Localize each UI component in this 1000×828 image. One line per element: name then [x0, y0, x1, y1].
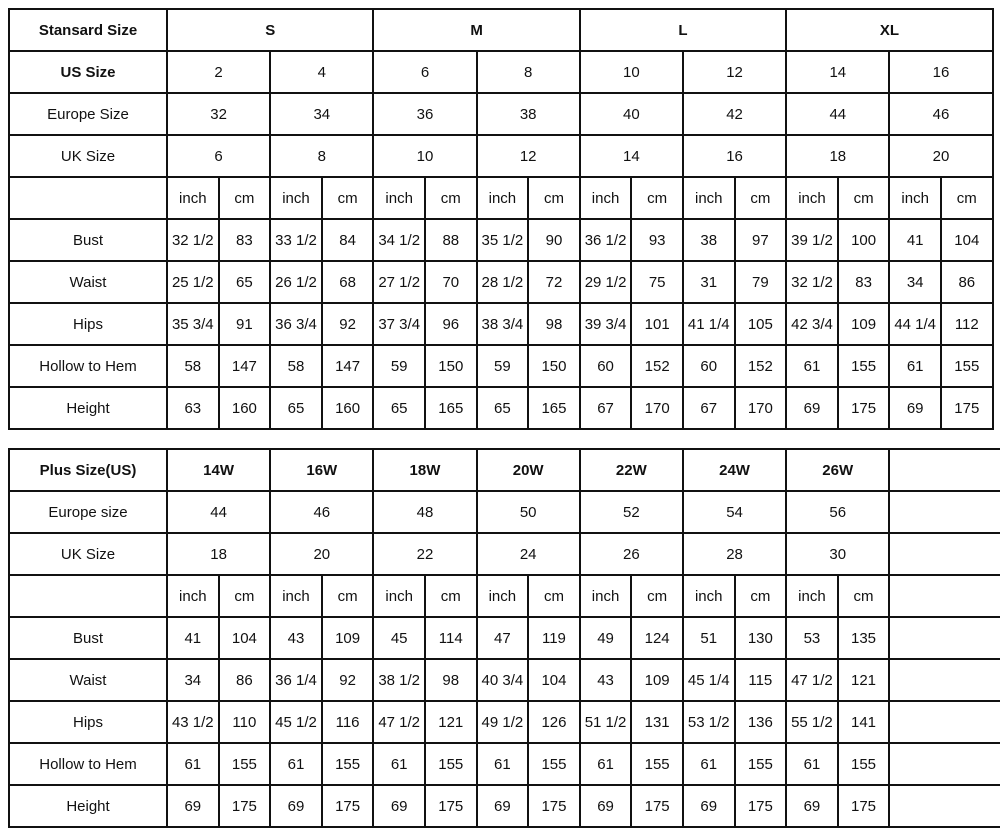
cell: 175	[838, 387, 890, 429]
cell: 152	[631, 345, 683, 387]
cell: 61	[683, 743, 735, 785]
cell: 37 3/4	[373, 303, 425, 345]
cell: 59	[373, 345, 425, 387]
cell: 131	[631, 701, 683, 743]
cell: 52	[580, 491, 683, 533]
cell: 160	[219, 387, 271, 429]
cell: 2	[167, 51, 270, 93]
cell: 90	[528, 219, 580, 261]
cell: 98	[528, 303, 580, 345]
table-row	[9, 491, 1000, 533]
row-label-height: Height	[9, 785, 167, 827]
unit-cell: cm	[219, 575, 271, 617]
cell: 69	[786, 387, 838, 429]
cell: 116	[322, 701, 374, 743]
cell: 141	[838, 701, 890, 743]
cell: 10	[580, 51, 683, 93]
cell: 110	[219, 701, 271, 743]
unit-cell: cm	[631, 177, 683, 219]
cell: 165	[528, 387, 580, 429]
row-label-bust: Bust	[9, 617, 167, 659]
cell: 40	[580, 93, 683, 135]
cell: 69	[373, 785, 425, 827]
cell: 109	[322, 617, 374, 659]
table-row	[9, 701, 1000, 743]
unit-cell: inch	[270, 177, 322, 219]
cell: 136	[735, 701, 787, 743]
cell: 65	[270, 387, 322, 429]
unit-cell: cm	[631, 575, 683, 617]
cell: 61	[889, 345, 941, 387]
table-row	[9, 785, 1000, 827]
cell: 39 3/4	[580, 303, 632, 345]
cell: 112	[941, 303, 993, 345]
cell: 150	[425, 345, 477, 387]
cell: 88	[425, 219, 477, 261]
unit-cell: cm	[735, 575, 787, 617]
cell: 42	[683, 93, 786, 135]
table-row-header	[9, 449, 1000, 491]
cell: 27 1/2	[373, 261, 425, 303]
cell: 44	[786, 93, 889, 135]
cell: 96	[425, 303, 477, 345]
cell: 100	[838, 219, 890, 261]
cell: 175	[838, 785, 890, 827]
cell: 104	[528, 659, 580, 701]
cell: 16	[889, 51, 992, 93]
cell: 60	[683, 345, 735, 387]
cell: 28	[683, 533, 786, 575]
unit-cell: cm	[941, 177, 993, 219]
row-label-uk-size: UK Size	[9, 135, 167, 177]
cell: 53 1/2	[683, 701, 735, 743]
cell: 109	[631, 659, 683, 701]
cell: 69	[683, 785, 735, 827]
cell: 49 1/2	[477, 701, 529, 743]
cell: 92	[322, 303, 374, 345]
cell: 38 1/2	[373, 659, 425, 701]
cell: 20	[270, 533, 373, 575]
cell: 67	[580, 387, 632, 429]
unit-cell: inch	[270, 575, 322, 617]
standard-corner-label: Stansard Size	[9, 9, 167, 51]
table-row	[9, 135, 993, 177]
cell: 170	[631, 387, 683, 429]
cell: 175	[528, 785, 580, 827]
cell: 130	[735, 617, 787, 659]
cell: 150	[528, 345, 580, 387]
size-group-m: M	[373, 9, 579, 51]
cell: 109	[838, 303, 890, 345]
unit-cell: inch	[373, 177, 425, 219]
cell: 14	[580, 135, 683, 177]
cell: 175	[735, 785, 787, 827]
row-label-europe-size: Europe Size	[9, 93, 167, 135]
cell: 34	[167, 659, 219, 701]
cell: 160	[322, 387, 374, 429]
unit-cell: cm	[735, 177, 787, 219]
unit-cell: inch	[580, 575, 632, 617]
unit-cell: cm	[528, 575, 580, 617]
cell: 61	[167, 743, 219, 785]
cell: 56	[786, 491, 889, 533]
cell: 36	[373, 93, 476, 135]
cell: 46	[889, 93, 992, 135]
cell: 86	[941, 261, 993, 303]
cell: 155	[735, 743, 787, 785]
cell: 6	[167, 135, 270, 177]
cell: 35 3/4	[167, 303, 219, 345]
cell: 75	[631, 261, 683, 303]
cell: 114	[425, 617, 477, 659]
unit-cell: inch	[786, 575, 838, 617]
cell: 67	[683, 387, 735, 429]
cell: 175	[322, 785, 374, 827]
row-label-us-size: US Size	[9, 51, 167, 93]
row-label-hips: Hips	[9, 303, 167, 345]
cell: 6	[373, 51, 476, 93]
cell: 63	[167, 387, 219, 429]
table-row	[9, 387, 993, 429]
unit-cell: cm	[322, 575, 374, 617]
cell: 26 1/2	[270, 261, 322, 303]
cell: 29 1/2	[580, 261, 632, 303]
row-label-bust: Bust	[9, 219, 167, 261]
cell: 165	[425, 387, 477, 429]
cell: 61	[477, 743, 529, 785]
table-separator	[8, 430, 992, 448]
cell: 58	[167, 345, 219, 387]
spacer-cell	[889, 449, 1000, 491]
cell: 34	[270, 93, 373, 135]
cell: 70	[425, 261, 477, 303]
cell: 16	[683, 135, 786, 177]
cell: 147	[322, 345, 374, 387]
table-row	[9, 261, 993, 303]
unit-cell: inch	[477, 177, 529, 219]
cell: 51 1/2	[580, 701, 632, 743]
row-label-waist: Waist	[9, 659, 167, 701]
cell: 34	[889, 261, 941, 303]
cell: 44	[167, 491, 270, 533]
cell: 152	[735, 345, 787, 387]
plus-size-group-22w: 22W	[580, 449, 683, 491]
standard-size-table	[8, 8, 994, 430]
cell: 69	[477, 785, 529, 827]
cell: 32 1/2	[786, 261, 838, 303]
unit-cell: cm	[219, 177, 271, 219]
cell: 30	[786, 533, 889, 575]
unit-cell: cm	[425, 575, 477, 617]
cell: 61	[786, 345, 838, 387]
unit-cell: cm	[838, 575, 890, 617]
table-row	[9, 743, 1000, 785]
cell: 14	[786, 51, 889, 93]
table-row	[9, 219, 993, 261]
unit-cell: cm	[838, 177, 890, 219]
plus-size-group-24w: 24W	[683, 449, 786, 491]
cell: 65	[219, 261, 271, 303]
unit-row-label	[9, 177, 167, 219]
table-row	[9, 533, 1000, 575]
cell: 48	[373, 491, 476, 533]
cell: 69	[889, 387, 941, 429]
unit-cell: inch	[477, 575, 529, 617]
cell: 45 1/4	[683, 659, 735, 701]
cell: 121	[425, 701, 477, 743]
spacer-cell	[889, 743, 1000, 785]
cell: 98	[425, 659, 477, 701]
row-label-uk-size: UK Size	[9, 533, 167, 575]
table-row	[9, 345, 993, 387]
table-row	[9, 659, 1000, 701]
cell: 44 1/4	[889, 303, 941, 345]
cell: 61	[270, 743, 322, 785]
cell: 175	[219, 785, 271, 827]
cell: 59	[477, 345, 529, 387]
cell: 50	[477, 491, 580, 533]
cell: 32	[167, 93, 270, 135]
cell: 155	[528, 743, 580, 785]
plus-size-table	[8, 448, 1000, 828]
cell: 155	[322, 743, 374, 785]
cell: 105	[735, 303, 787, 345]
cell: 38	[477, 93, 580, 135]
cell: 61	[580, 743, 632, 785]
plus-corner-label: Plus Size(US)	[9, 449, 167, 491]
cell: 119	[528, 617, 580, 659]
cell: 31	[683, 261, 735, 303]
cell: 41	[889, 219, 941, 261]
cell: 35 1/2	[477, 219, 529, 261]
cell: 65	[477, 387, 529, 429]
unit-cell: inch	[786, 177, 838, 219]
cell: 28 1/2	[477, 261, 529, 303]
spacer-cell	[889, 491, 1000, 533]
cell: 155	[838, 743, 890, 785]
cell: 121	[838, 659, 890, 701]
spacer-cell	[889, 533, 1000, 575]
unit-cell: inch	[580, 177, 632, 219]
cell: 12	[477, 135, 580, 177]
cell: 54	[683, 491, 786, 533]
cell: 84	[322, 219, 374, 261]
cell: 60	[580, 345, 632, 387]
cell: 55 1/2	[786, 701, 838, 743]
size-group-l: L	[580, 9, 786, 51]
unit-row-label	[9, 575, 167, 617]
cell: 20	[889, 135, 992, 177]
cell: 18	[786, 135, 889, 177]
cell: 41	[167, 617, 219, 659]
row-label-height: Height	[9, 387, 167, 429]
unit-cell: cm	[425, 177, 477, 219]
cell: 47 1/2	[786, 659, 838, 701]
table-row-header	[9, 9, 993, 51]
cell: 155	[425, 743, 477, 785]
cell: 61	[786, 743, 838, 785]
cell: 126	[528, 701, 580, 743]
row-label-europe-size: Europe size	[9, 491, 167, 533]
cell: 38	[683, 219, 735, 261]
cell: 40 3/4	[477, 659, 529, 701]
cell: 8	[270, 135, 373, 177]
cell: 175	[941, 387, 993, 429]
spacer-cell	[889, 785, 1000, 827]
table-row	[9, 303, 993, 345]
cell: 155	[941, 345, 993, 387]
plus-size-group-18w: 18W	[373, 449, 476, 491]
cell: 47 1/2	[373, 701, 425, 743]
cell: 22	[373, 533, 476, 575]
cell: 43	[580, 659, 632, 701]
row-label-hips: Hips	[9, 701, 167, 743]
table-row	[9, 93, 993, 135]
cell: 43 1/2	[167, 701, 219, 743]
cell: 8	[477, 51, 580, 93]
cell: 83	[838, 261, 890, 303]
cell: 36 1/4	[270, 659, 322, 701]
cell: 93	[631, 219, 683, 261]
plus-size-group-20w: 20W	[477, 449, 580, 491]
spacer-cell	[889, 701, 1000, 743]
cell: 36 3/4	[270, 303, 322, 345]
cell: 53	[786, 617, 838, 659]
row-label-hollow-to-hem: Hollow to Hem	[9, 743, 167, 785]
cell: 72	[528, 261, 580, 303]
cell: 135	[838, 617, 890, 659]
cell: 43	[270, 617, 322, 659]
unit-cell: inch	[167, 177, 219, 219]
row-label-hollow-to-hem: Hollow to Hem	[9, 345, 167, 387]
cell: 39 1/2	[786, 219, 838, 261]
cell: 91	[219, 303, 271, 345]
unit-cell: inch	[683, 177, 735, 219]
cell: 170	[735, 387, 787, 429]
cell: 51	[683, 617, 735, 659]
cell: 69	[270, 785, 322, 827]
unit-cell: inch	[683, 575, 735, 617]
cell: 69	[786, 785, 838, 827]
size-group-s: S	[167, 9, 373, 51]
row-label-waist: Waist	[9, 261, 167, 303]
plus-size-group-26w: 26W	[786, 449, 889, 491]
cell: 45 1/2	[270, 701, 322, 743]
cell: 45	[373, 617, 425, 659]
table-row-units	[9, 177, 993, 219]
cell: 104	[941, 219, 993, 261]
cell: 86	[219, 659, 271, 701]
size-group-xl: XL	[786, 9, 992, 51]
cell: 36 1/2	[580, 219, 632, 261]
cell: 69	[167, 785, 219, 827]
cell: 61	[373, 743, 425, 785]
cell: 104	[219, 617, 271, 659]
cell: 175	[425, 785, 477, 827]
cell: 124	[631, 617, 683, 659]
cell: 49	[580, 617, 632, 659]
cell: 38 3/4	[477, 303, 529, 345]
cell: 79	[735, 261, 787, 303]
plus-size-group-14w: 14W	[167, 449, 270, 491]
spacer-cell	[889, 659, 1000, 701]
plus-size-group-16w: 16W	[270, 449, 373, 491]
table-row	[9, 51, 993, 93]
cell: 34 1/2	[373, 219, 425, 261]
cell: 41 1/4	[683, 303, 735, 345]
table-row-units	[9, 575, 1000, 617]
cell: 155	[838, 345, 890, 387]
cell: 155	[631, 743, 683, 785]
cell: 115	[735, 659, 787, 701]
cell: 12	[683, 51, 786, 93]
cell: 33 1/2	[270, 219, 322, 261]
unit-cell: inch	[889, 177, 941, 219]
cell: 97	[735, 219, 787, 261]
cell: 147	[219, 345, 271, 387]
cell: 4	[270, 51, 373, 93]
cell: 47	[477, 617, 529, 659]
cell: 42 3/4	[786, 303, 838, 345]
cell: 32 1/2	[167, 219, 219, 261]
unit-cell: cm	[528, 177, 580, 219]
cell: 26	[580, 533, 683, 575]
cell: 46	[270, 491, 373, 533]
cell: 65	[373, 387, 425, 429]
cell: 101	[631, 303, 683, 345]
unit-cell: inch	[373, 575, 425, 617]
spacer-cell	[889, 575, 1000, 617]
cell: 155	[219, 743, 271, 785]
spacer-cell	[889, 617, 1000, 659]
cell: 24	[477, 533, 580, 575]
unit-cell: cm	[322, 177, 374, 219]
unit-cell: inch	[167, 575, 219, 617]
cell: 18	[167, 533, 270, 575]
table-row	[9, 617, 1000, 659]
cell: 69	[580, 785, 632, 827]
cell: 25 1/2	[167, 261, 219, 303]
cell: 83	[219, 219, 271, 261]
cell: 175	[631, 785, 683, 827]
cell: 68	[322, 261, 374, 303]
cell: 58	[270, 345, 322, 387]
cell: 92	[322, 659, 374, 701]
cell: 10	[373, 135, 476, 177]
